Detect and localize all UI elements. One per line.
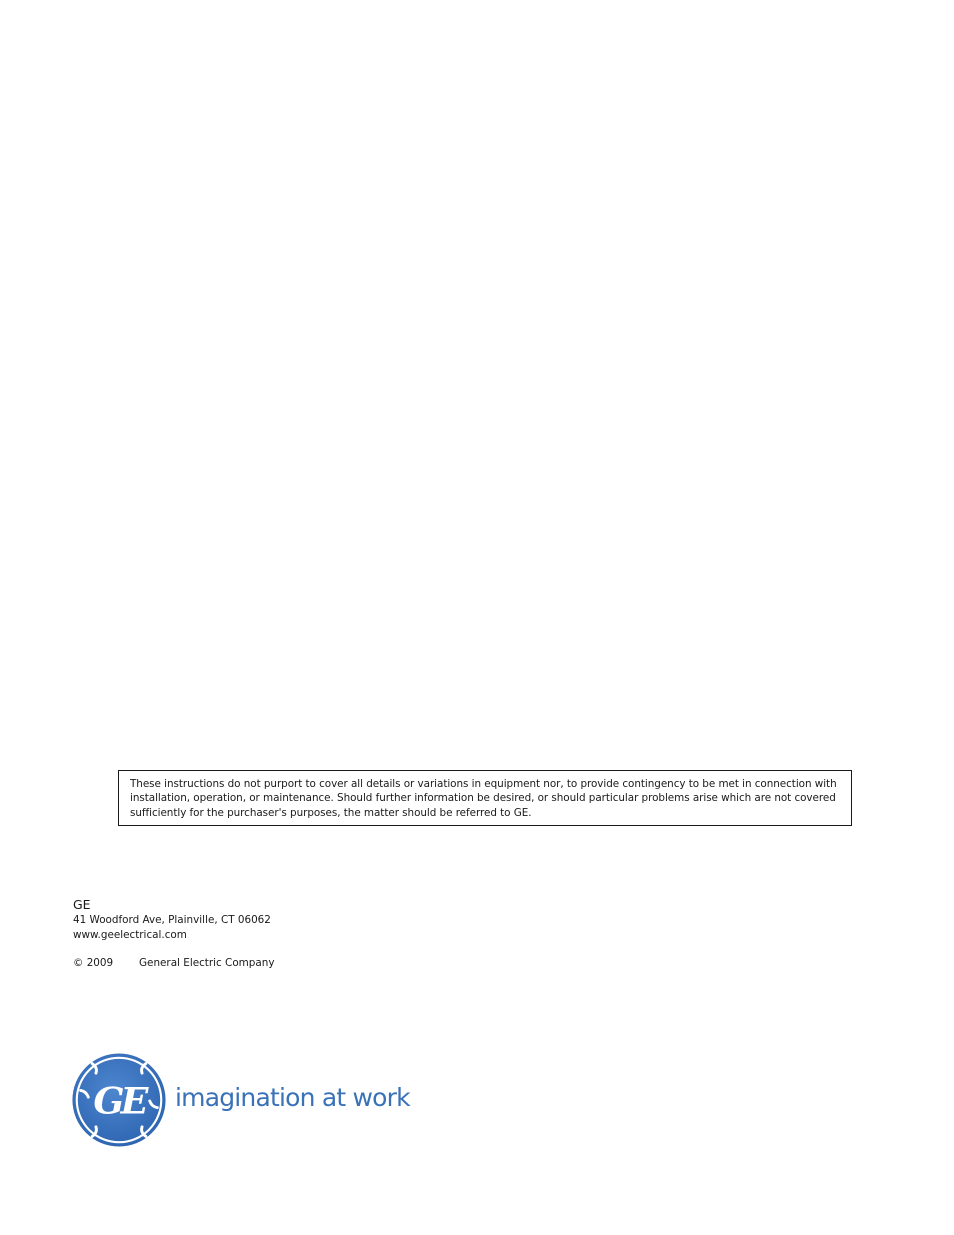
ge-monogram-logo-icon — [71, 1052, 167, 1148]
company-name: GE — [73, 897, 91, 912]
disclaimer-text: These instructions do not purport to cover all details or variations in equipment nor, to provide contingency to be met in connection with installation, operation, or maintenance. Should further information be desired, or should particular problems arise which are not covered sufficiently for the purchaser's purposes, the matter should be referred to GE. — [130, 778, 837, 819]
company-address: 41 Woodford Ave, Plainville, CT 06062 — [73, 914, 271, 926]
copyright-holder: General Electric Company — [139, 957, 275, 969]
disclaimer-box — [118, 770, 852, 826]
company-website: www.geelectrical.com — [73, 928, 187, 941]
ge-logo-monogram: GE — [93, 1079, 145, 1123]
copyright-year: © 2009 — [73, 957, 114, 969]
company-info — [73, 897, 473, 971]
copyright-row — [73, 956, 473, 971]
tagline: imagination at work — [175, 1083, 410, 1112]
